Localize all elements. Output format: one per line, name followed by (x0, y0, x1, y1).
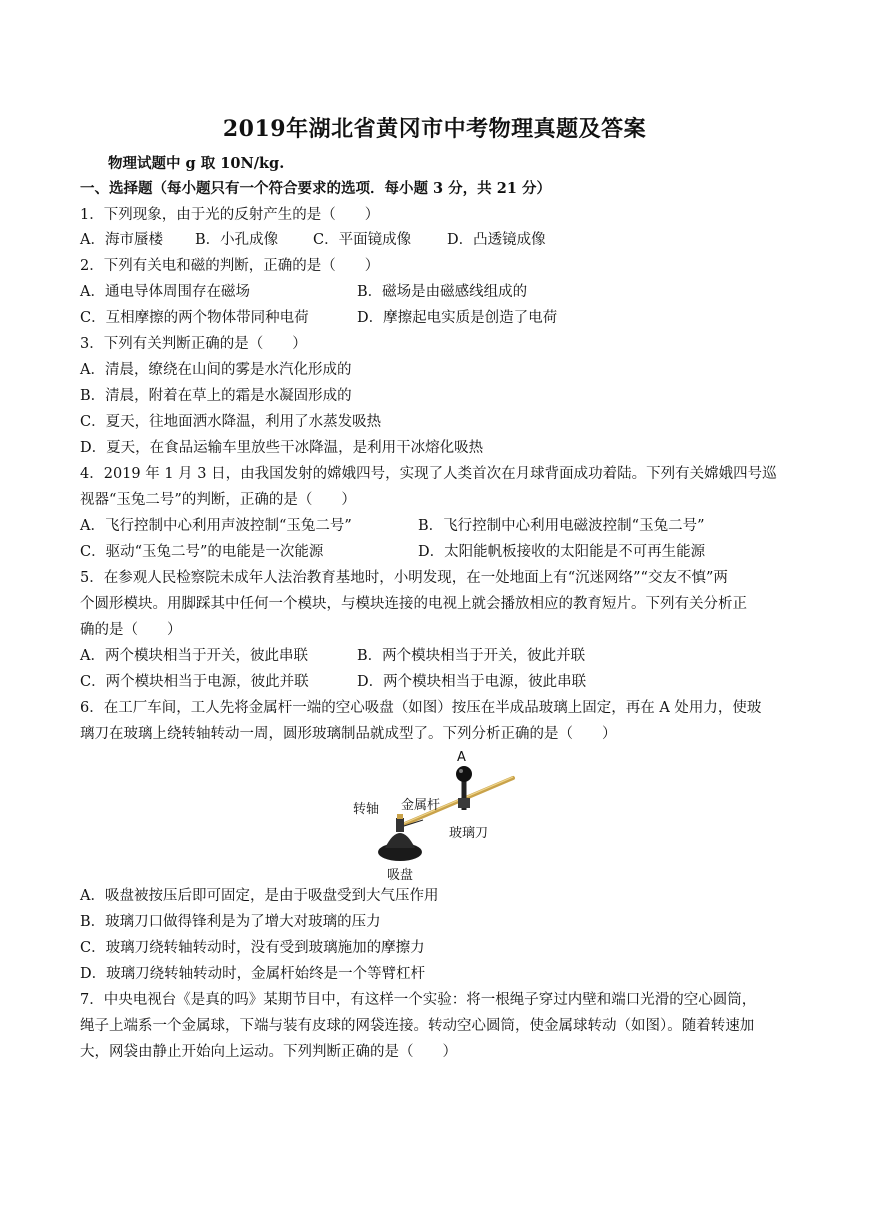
figure-label-knife: 玻璃刀 (449, 826, 489, 841)
q6-stem-line2: 璃刀在玻璃上绕转轴转动一周，圆形玻璃制品就成型了。下列分析正确的是（ ） (80, 726, 617, 742)
q6-option-d: D．玻璃刀绕转轴转动时，金属杆始终是一个等臂杠杆 (80, 966, 426, 982)
q5-option-d: D．两个模块相当于电源，彼此串联 (357, 674, 587, 690)
section-heading: 一、选择题（每小题只有一个符合要求的选项．每小题 3 分，共 21 分） (80, 180, 551, 197)
q1-option-c: C．平面镜成像 (313, 232, 412, 248)
figure-label-rod: 金属杆 (401, 798, 441, 813)
q4-option-b: B．飞行控制中心利用电磁波控制“玉兔二号” (418, 518, 705, 534)
knob-a-ball (456, 766, 472, 782)
pivot-axis-cap (397, 814, 403, 819)
suction-cup-dome (385, 833, 415, 848)
q1-stem: 1．下列现象，由于光的反射产生的是（ ） (80, 207, 380, 223)
note-g-value: 物理试题中 g 取 10N/kg. (108, 155, 285, 172)
q3-option-b: B．清晨，附着在草上的霜是水凝固形成的 (80, 388, 352, 404)
q7-stem-line2: 绳子上端系一个金属球，下端与装有皮球的网袋连接。转动空心圆筒，使金属球转动（如图）。随着转速加 (80, 1018, 755, 1034)
q2-option-a: A．通电导体周围存在磁场 (80, 284, 250, 300)
q4-option-c: C．驱动“玉兔二号”的电能是一次能源 (80, 544, 324, 560)
q2-option-b: B．磁场是由磁感线组成的 (357, 284, 528, 300)
q7-stem-line1: 7．中央电视台《是真的吗》某期节目中，有这样一个实验：将一根绳子穿过内壁和端口光滑的空心圆筒， (80, 992, 757, 1008)
q4-stem-line1: 4．2019 年 1 月 3 日，由我国发射的嫦娥四号，实现了人类首次在月球背面成功着陆。下列有关嫦娥四号巡 (80, 466, 777, 482)
knob-a-highlight (459, 769, 463, 773)
q5-option-b: B．两个模块相当于开关，彼此并联 (357, 648, 586, 664)
figure-label-axis: 转轴 (353, 802, 380, 817)
q5-option-a: A．两个模块相当于开关，彼此串联 (80, 648, 308, 664)
q2-stem: 2．下列有关电和磁的判断，正确的是（ ） (80, 258, 380, 274)
q6-option-c: C．玻璃刀绕转轴转动时，没有受到玻璃施加的摩擦力 (80, 940, 425, 956)
q2-option-d: D．摩擦起电实质是创造了电荷 (357, 310, 558, 326)
q1-option-b: B．小孔成像 (195, 232, 279, 248)
q3-option-d: D．夏天，在食品运输车里放些干冰降温，是利用干冰熔化吸热 (80, 440, 484, 456)
pivot-axis-shape (396, 818, 404, 832)
q6-option-b: B．玻璃刀口做得锋利是为了增大对玻璃的压力 (80, 914, 381, 930)
q1-option-a: A．海市蜃楼 (80, 232, 163, 248)
q5-stem-line3: 确的是（ ） (80, 622, 182, 638)
q6-stem-line1: 6．在工厂车间，工人先将金属杆一端的空心吸盘（如图）按压在半成品玻璃上固定，再在 A 处用力，使玻 (80, 700, 762, 716)
glass-knife-head (458, 798, 470, 808)
q2-option-c: C．互相摩擦的两个物体带同种电荷 (80, 310, 309, 326)
q4-option-d: D．太阳能帆板接收的太阳能是不可再生能源 (418, 544, 706, 560)
q4-option-a: A．飞行控制中心利用声波控制“玉兔二号” (80, 518, 352, 534)
figure-label-cup: 吸盘 (387, 868, 414, 883)
q5-stem-line2: 个圆形模块。用脚踩其中任何一个模块，与模块连接的电视上就会播放相应的教育短片。下列有关分析正 (80, 596, 747, 612)
q5-option-c: C．两个模块相当于电源，彼此并联 (80, 674, 309, 690)
q5-stem-line1: 5．在参观人民检察院未成年人法治教育基地时，小明发现，在一处地面上有“沉迷网络”“交友不慎”两 (80, 570, 728, 586)
figure-label-a: A (457, 750, 466, 765)
q3-stem: 3．下列有关判断正确的是（ ） (80, 336, 307, 352)
q3-option-a: A．清晨，缭绕在山间的雾是水汽化形成的 (80, 362, 352, 378)
glass-cutter-figure (345, 748, 525, 883)
q1-option-d: D．凸透镜成像 (447, 232, 546, 248)
page-title: 2019年湖北省黄冈市中考物理真题及答案 (222, 116, 647, 142)
q3-option-c: C．夏天，往地面洒水降温，利用了水蒸发吸热 (80, 414, 382, 430)
q7-stem-line3: 大，网袋由静止开始向上运动。下列判断正确的是（ ） (80, 1044, 457, 1060)
q4-stem-line2: 视器“玉兔二号”的判断，正确的是（ ） (80, 492, 356, 508)
q6-option-a: A．吸盘被按压后即可固定，是由于吸盘受到大气压作用 (80, 888, 439, 904)
